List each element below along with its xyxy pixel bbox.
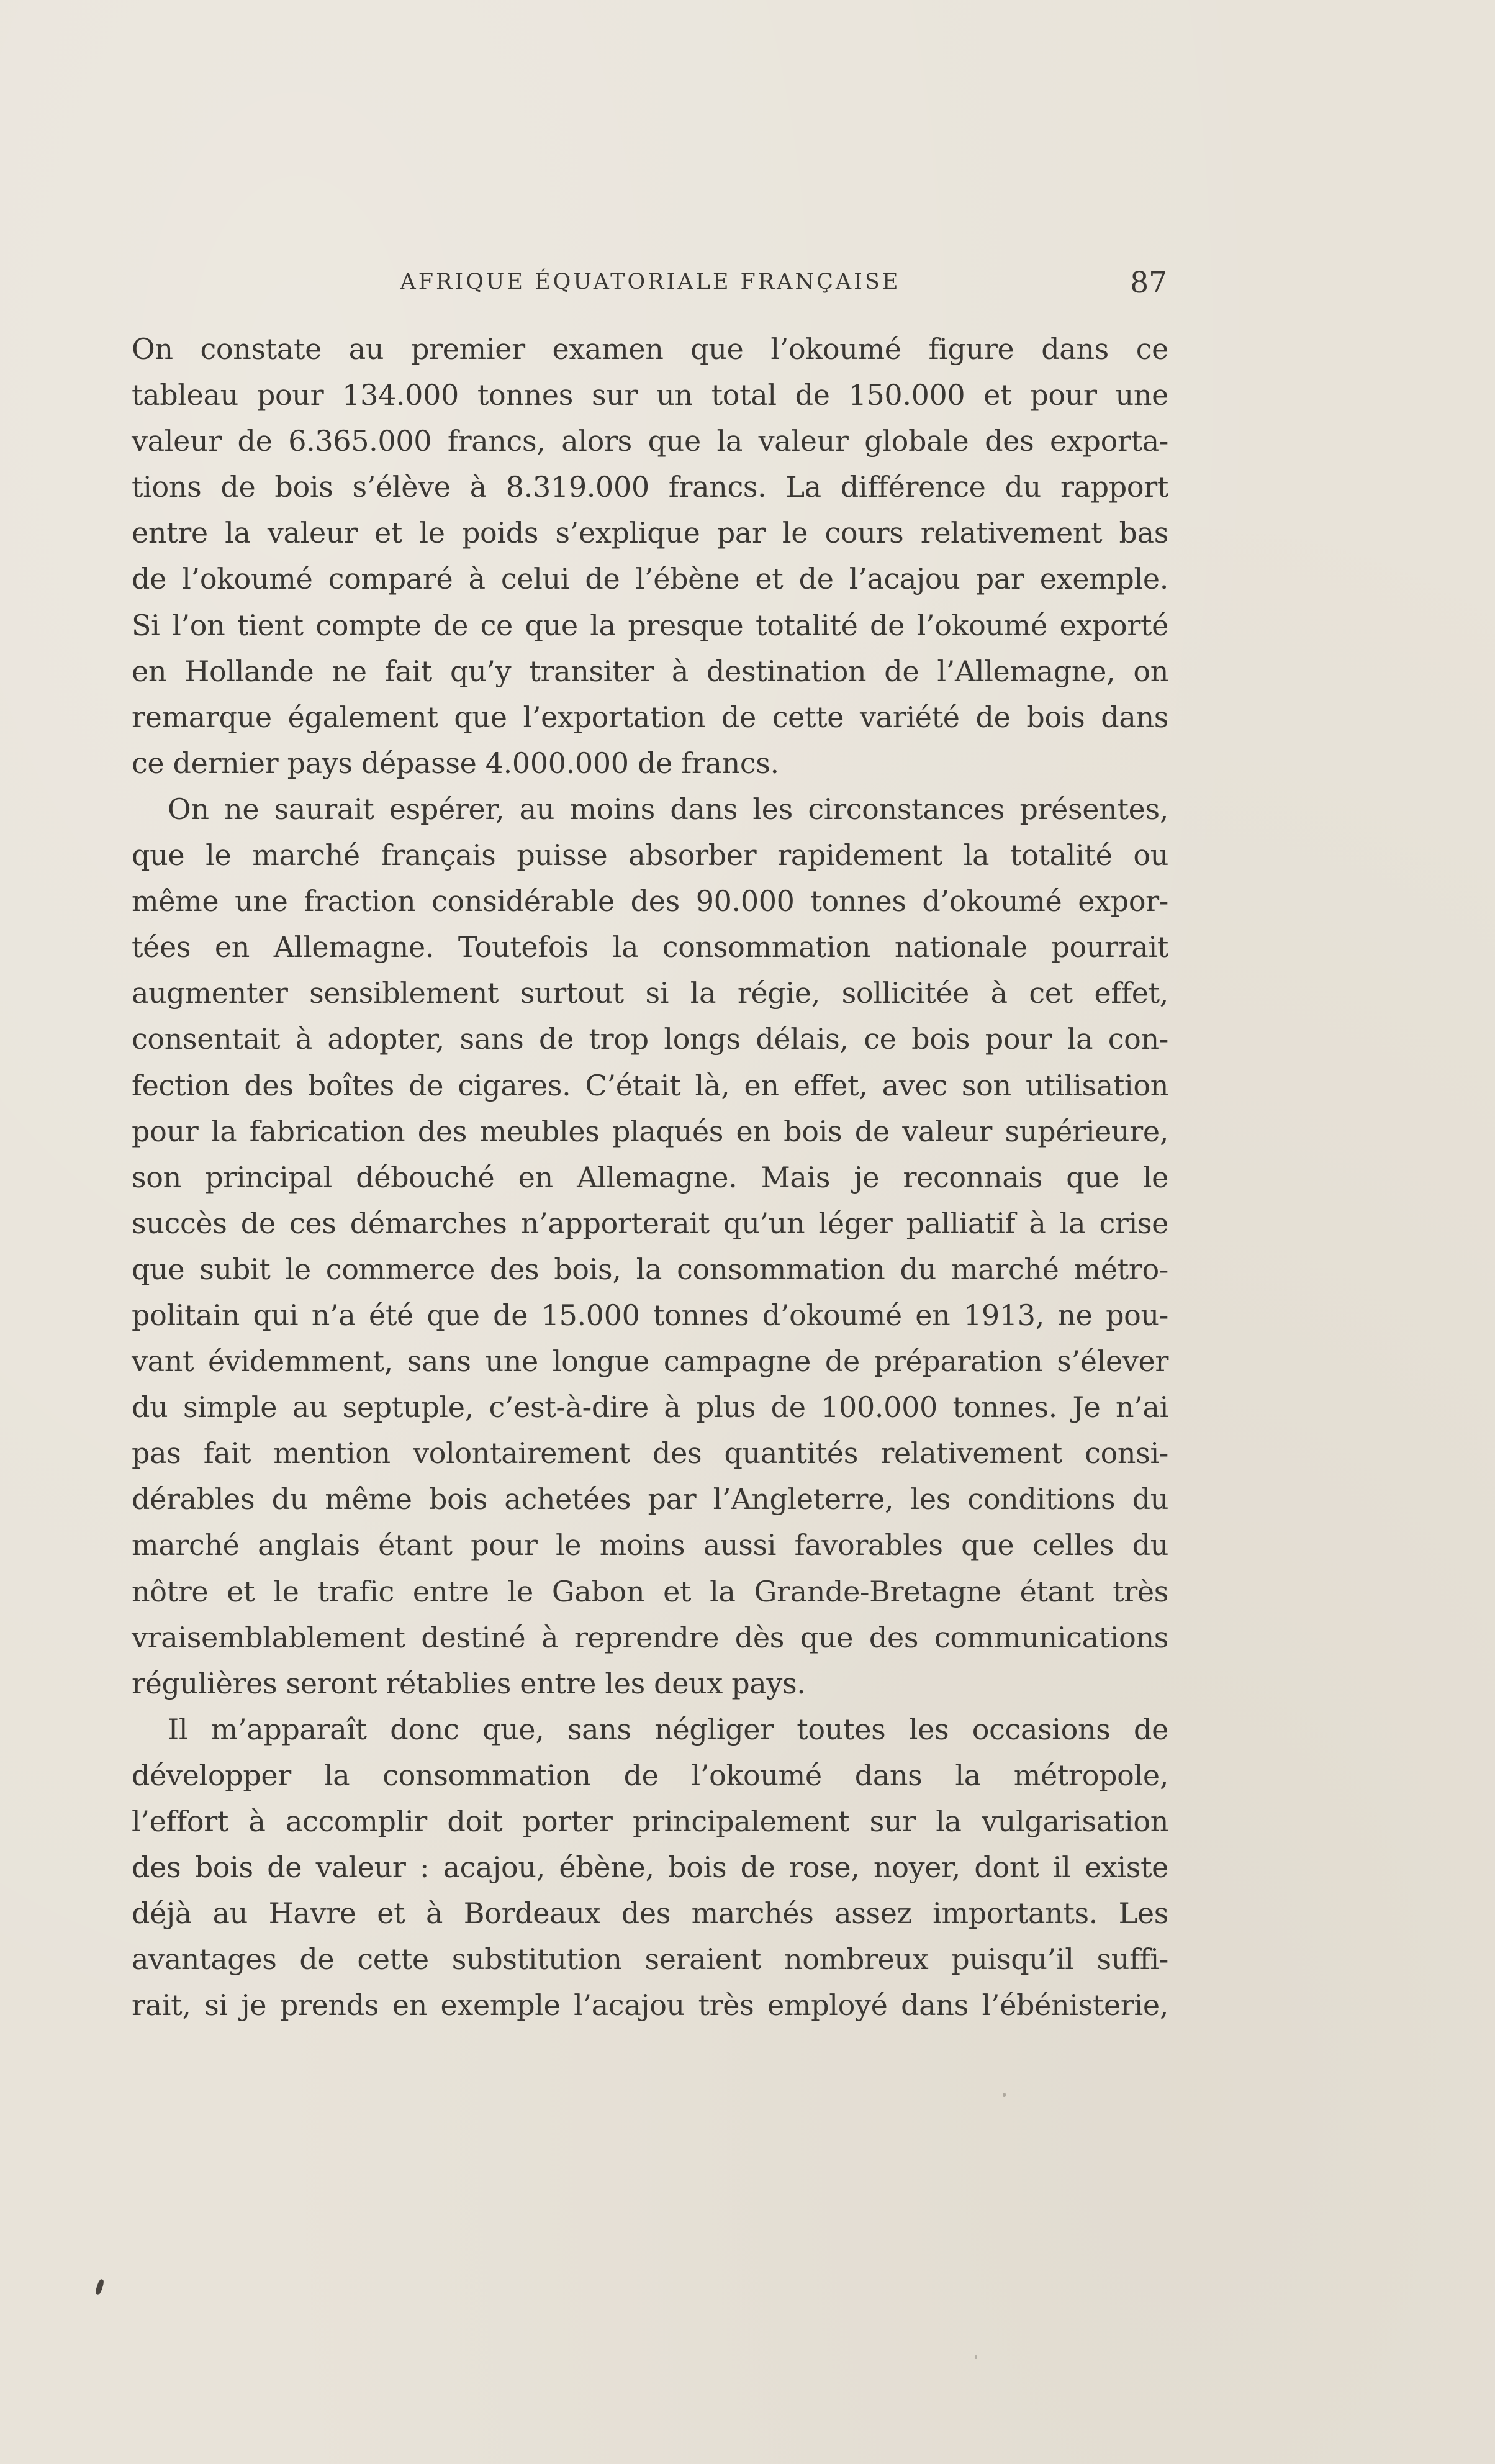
- text-line: avantages de cette substitution seraient nombreux puisqu’il suffi-: [132, 1942, 1168, 1977]
- text-line: Il m’apparaît donc que, sans négliger toutes les occasions de: [168, 1712, 1168, 1746]
- text-line: des bois de valeur : acajou, ébène, bois de rose, noyer, dont il existe: [132, 1850, 1168, 1885]
- text-line: politain qui n’a été que de 15.000 tonnes d’okoumé en 1913, ne pou-: [132, 1298, 1168, 1332]
- paragraph-3: [132, 1706, 1168, 2029]
- text-line: entre la valeur et le poids s’explique par le cours relativement bas: [132, 516, 1168, 550]
- page-number: 87: [1130, 266, 1167, 300]
- text-line: pas fait mention volontairement des quantités relativement consi-: [132, 1436, 1168, 1470]
- ink-speck: [975, 2355, 977, 2359]
- text-line: valeur de 6.365.000 francs, alors que la valeur globale des exporta-: [132, 424, 1168, 458]
- text-line: de l’okoumé comparé à celui de l’ébène et de l’acajou par exemple.: [132, 562, 1168, 596]
- text-line: l’effort à accomplir doit porter principalement sur la vulgarisation: [132, 1805, 1168, 1838]
- paragraph-2: [132, 786, 1168, 1706]
- text-line: même une fraction considérable des 90.000 tonnes d’okoumé expor-: [132, 884, 1168, 918]
- text-line: dérables du même bois achetées par l’Angleterre, les conditions du: [132, 1482, 1168, 1516]
- paragraph-1: [132, 326, 1168, 786]
- ink-speck: [94, 2278, 105, 2296]
- text-line: succès de ces démarches n’apporterait qu’un léger palliatif à la crise: [132, 1206, 1168, 1240]
- ink-speck: [1003, 2093, 1006, 2097]
- text-line: consentait à adopter, sans de trop longs délais, ce bois pour la con-: [132, 1022, 1168, 1056]
- text-line: tions de bois s’élève à 8.319.000 francs. La différence du rapport: [132, 470, 1168, 504]
- text-line: rait, si je prends en exemple l’acajou très employé dans l’ébénisterie,: [132, 1988, 1168, 2022]
- text-line: marché anglais étant pour le moins aussi favorables que celles du: [132, 1528, 1168, 1562]
- text-line: tableau pour 134.000 tonnes sur un total de 150.000 et pour une: [132, 378, 1168, 412]
- text-line: ce dernier pays dépasse 4.000.000 de francs.: [132, 746, 779, 780]
- body-text: [132, 326, 1168, 2028]
- text-line: vant évidemment, sans une longue campagne de préparation s’élever: [132, 1344, 1168, 1379]
- text-line: que subit le commerce des bois, la consommation du marché métro-: [132, 1252, 1168, 1286]
- text-line: remarque également que l’exportation de cette variété de bois dans: [132, 700, 1168, 734]
- text-line: son principal débouché en Allemagne. Mais je reconnais que le: [132, 1160, 1168, 1194]
- text-line: que le marché français puisse absorber rapidement la totalité ou: [132, 838, 1168, 872]
- text-line: Si l’on tient compte de ce que la presque totalité de l’okoumé exporté: [132, 608, 1168, 642]
- text-line: déjà au Havre et à Bordeaux des marchés assez importants. Les: [132, 1896, 1168, 1931]
- text-line: pour la fabrication des meubles plaqués en bois de valeur supérieure,: [132, 1114, 1168, 1148]
- text-line: en Hollande ne fait qu’y transiter à destination de l’Allemagne, on: [132, 654, 1168, 688]
- text-line: augmenter sensiblement surtout si la régie, sollicitée à cet effet,: [132, 976, 1168, 1010]
- text-line: nôtre et le trafic entre le Gabon et la Grande-Bretagne étant très: [132, 1574, 1168, 1608]
- text-line: fection des boîtes de cigares. C’était là, en effet, avec son utilisation: [132, 1068, 1168, 1102]
- text-line: vraisemblablement destiné à reprendre dès que des communications: [132, 1620, 1168, 1654]
- text-line: du simple au septuple, c’est-à-dire à plus de 100.000 tonnes. Je n’ai: [132, 1390, 1168, 1424]
- text-line: On constate au premier examen que l’okoumé figure dans ce: [132, 332, 1168, 366]
- text-line: régulières seront rétablies entre les deux pays.: [132, 1666, 806, 1700]
- text-line: On ne saurait espérer, au moins dans les circonstances présentes,: [168, 792, 1168, 826]
- text-line: tées en Allemagne. Toutefois la consommation nationale pourrait: [132, 930, 1168, 964]
- running-head: [133, 266, 1167, 303]
- text-line: développer la consommation de l’okoumé dans la métropole,: [132, 1758, 1168, 1792]
- running-title: AFRIQUE ÉQUATORIALE FRANÇAISE: [400, 270, 901, 294]
